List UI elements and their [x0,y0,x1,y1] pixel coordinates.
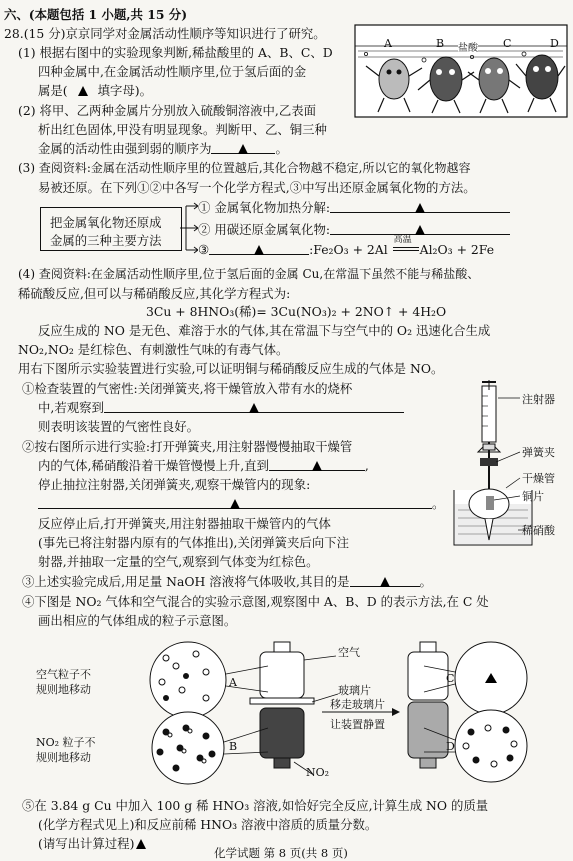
answer-mark-icon [415,203,425,213]
q4-line3: 反应生成的 NO 是无色、难溶于水的气体,其在常温下与空气中的 O₂ 迅速化合生成 [38,323,491,338]
s2-line1: ②按右图所示进行实验:打开弹簧夹,用注射器慢慢抽取干燥管 [22,439,353,454]
method-1: ① 金属氧化物加热分解: [198,198,510,216]
metal-label-a: A [384,37,392,50]
s5-line3: (请写出计算过程) [38,834,146,852]
label-let-stand: 让装置静置 [330,718,385,731]
q4-line5: 用右下图所示实验装置进行实验,可以证明铜与稀硝酸反应生成的气体是 NO。 [18,361,444,376]
method-3: ③ :Fe₂O₃ + 2Al 高温 Al₂O₃ + 2Fe [198,242,494,257]
metals-figure [354,24,568,118]
label-copper: 铜片 [522,490,544,503]
label-no2: NO₂ [306,766,330,779]
s2-line6: (事先已将注射器内原有的气体推出),关闭弹簧夹后向下注 [38,535,349,550]
label-syringe: 注射器 [522,393,555,406]
q2-line3: 金属的活动性由强到弱的顺序为 。 [38,141,288,156]
answer-mark-icon [380,577,390,587]
method-2: ② 用碳还原金属氧化物: [198,220,510,238]
methods-box-line2: 金属的三种主要方法 [50,233,162,248]
label-B: B [229,740,238,753]
s3-line: ③上述实验完成后,用足量 NaOH 溶液将气体吸收,其目的是 。 [22,574,432,589]
label-dry-tube: 干燥管 [522,472,555,485]
s5-line2: (化学方程式见上)和反应前稀 HNO₃ 溶液中溶质的质量分数。 [38,817,378,832]
s4-line1: ④下图是 NO₂ 气体和空气混合的实验示意图,观察图中 A、B、D 的表示方法,在 C 处 [22,594,489,609]
q1-line1: (1) 根据右图中的实验现象判断,稀盐酸里的 A、B、C、D [18,45,333,60]
s2-line2: 内的气体,稀硝酸沿着干燥管慢慢上升,直到 , [38,458,369,473]
s2-line5: 反应停止后,打开弹簧夹,用注射器抽取干燥管内的气体 [38,516,331,531]
metal-label-d: D [550,37,559,50]
s2-line7: 射器,并抽取一定量的空气,观察到气体变为红棕色。 [38,554,319,569]
answer-mark-icon [249,403,259,413]
answer-mark-icon [312,461,322,471]
s4-line2: 画出相应的气体组成的粒子示意图。 [38,613,237,628]
answer-mark-icon [254,245,264,255]
q4-line2: 稀硫酸反应,但可以与稀硝酸反应,其化学方程式为: [18,286,291,301]
bracket-icon [180,200,198,258]
question-intro: 28.(15 分)京京同学对金属活动性顺序等知识进行了研究。 [4,26,326,41]
q2-line2: 析出红色固体,甲没有明显现象。判断甲、乙、铜三种 [38,122,327,137]
mixing-figure [36,636,536,786]
no2-particles-line1: NO₂ 粒子不 [36,736,96,749]
section-header: 六、(本题包括 1 小题,共 15 分) [4,7,188,22]
s5-line1: ⑤在 3.84 g Cu 中加入 100 g 稀 HNO₃ 溶液,如恰好完全反应,计算生成 NO 的质量 [22,798,489,813]
q3-line2: 易被还原。在下列①②中各写一个化学方程式,③中写出还原金属氧化物的方法。 [38,180,476,195]
air-particles-line2: 规则地移动 [36,683,91,696]
answer-mark-icon [415,225,425,235]
q2-line1: (2) 将甲、乙两种金属片分别放入硫酸铜溶液中,乙表面 [18,103,317,118]
q3-line1: (3) 查阅资料:金属在活动性顺序里的位置越后,其化合物越不稳定,所以它的氧化物越容 [18,161,471,175]
label-D: D [446,740,455,753]
apparatus-figure [448,380,570,550]
methods-box-line1: 把金属氧化物还原成 [50,215,162,230]
q1-line3: 属是( 填字母)。 [38,83,153,98]
answer-mark-icon [78,86,88,96]
s1-line1: ①检查装置的气密性:关闭弹簧夹,将干燥管放入带有水的烧杯 [22,381,353,396]
label-clamp: 弹簧夹 [522,446,555,459]
s1-line3: 则表明该装置的气密性良好。 [38,419,200,434]
s2-line4: 。 [38,494,444,512]
answer-mark-icon [238,144,248,154]
metal-label-c: C [503,37,512,50]
label-air: 空气 [338,646,360,659]
label-nitric-acid: 稀硝酸 [522,524,555,537]
s1-line2: 中,若观察到 [38,398,404,416]
acid-label: 盐酸 [458,39,478,54]
air-particles-line1: 空气粒子不 [36,668,91,681]
condition-high-temp: 高温 [393,235,412,245]
page-footer: 化学试题 第 8 页(共 8 页) [214,846,348,860]
answer-mark-icon [230,499,240,509]
label-remove-glass: 移走玻璃片 [330,698,385,711]
label-A: A [229,676,237,689]
no2-particles-line2: 规则地移动 [36,751,91,764]
s2-line3: 停止抽拉注射器,关闭弹簧夹,观察干燥管内的现象: [38,477,311,492]
q4-line1: (4) 查阅资料:在金属活动性顺序里,位于氢后面的金属 Cu,在常温下虽然不能与稀盐酸、 [18,267,480,281]
answer-mark-icon [136,839,146,849]
label-C: C [446,672,455,685]
metal-label-b: B [436,37,445,50]
methods-box [40,207,182,251]
q1-line2: 四种金属中,在金属活动性顺序里,位于氢后面的金 [38,64,307,79]
equation: 3Cu + 8HNO₃(稀)= 3Cu(NO₃)₂ + 2NO↑ + 4H₂O [146,304,447,319]
q4-line4: NO₂,NO₂ 是红棕色、有刺激性气味的有毒气体。 [18,342,289,357]
label-glass: 玻璃片 [338,684,371,697]
